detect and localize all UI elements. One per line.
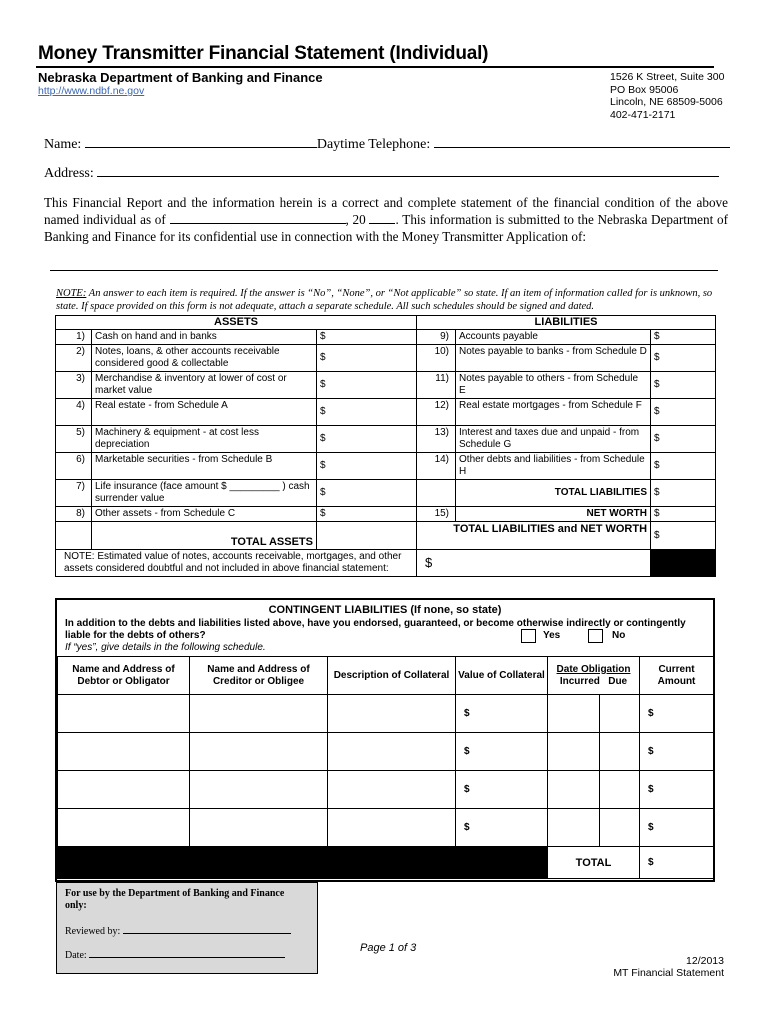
statement-text: . This information is submitted to the Nebraska Department of Banking and Finance for its confidential use in connection with the Money Transmitter Application of: xyxy=(44,212,729,244)
blocked-cell xyxy=(58,847,456,879)
blank-number-cell xyxy=(56,522,92,550)
debtor-cell[interactable] xyxy=(58,695,190,733)
office-date-label: Date: xyxy=(65,950,87,961)
contingent-title: CONTINGENT LIABILITIES (If none, so state) xyxy=(268,604,502,616)
total-amount-field[interactable]: $ xyxy=(640,847,714,879)
contingent-liabilities-section xyxy=(55,598,715,882)
liability-amount-field[interactable]: $ xyxy=(651,453,716,480)
asset-amount-field[interactable]: $ xyxy=(317,480,417,507)
department-url-link[interactable]: http://www.ndbf.ne.gov xyxy=(38,85,145,97)
asset-label: Life insurance (face amount $ _________ ) cash surrender value xyxy=(92,480,317,507)
blocked-cell xyxy=(651,550,716,577)
net-worth-label: NET WORTH xyxy=(456,507,651,522)
debtor-cell[interactable] xyxy=(58,771,190,809)
assets-liabilities-table xyxy=(55,315,716,577)
row-number: 8) xyxy=(56,507,92,522)
asset-label: Real estate - from Schedule A xyxy=(92,399,317,426)
liability-label: Interest and taxes due and unpaid - from Schedule G xyxy=(456,426,651,453)
asset-amount-field[interactable]: $ xyxy=(317,507,417,522)
value-column-header: Value of Collateral xyxy=(456,657,548,695)
current-amount-cell[interactable]: $ xyxy=(640,733,714,771)
liability-amount-field[interactable]: $ xyxy=(651,372,716,399)
asset-label: Notes, loans, & other accounts receivable considered good & collectable xyxy=(92,345,317,372)
date-obligation-label: Date Obligation xyxy=(556,663,631,675)
incurred-cell[interactable] xyxy=(548,809,600,847)
collateral-cell[interactable] xyxy=(328,771,456,809)
creditor-cell[interactable] xyxy=(190,695,328,733)
row-number: 1) xyxy=(56,330,92,345)
asset-amount-field[interactable]: $ xyxy=(317,453,417,480)
asset-amount-field[interactable]: $ xyxy=(317,426,417,453)
row-number: 9) xyxy=(417,330,456,345)
name-field[interactable] xyxy=(85,135,317,148)
estimated-doubtful-note: NOTE: Estimated value of notes, accounts receivable, mortgages, and other assets considered doubtful and not included in above financial statement: xyxy=(56,550,417,577)
creditor-cell[interactable] xyxy=(190,809,328,847)
row-number: 4) xyxy=(56,399,92,426)
liability-label: Real estate mortgages - from Schedule F xyxy=(456,399,651,426)
applicant-line[interactable] xyxy=(50,270,718,271)
row-number: 7) xyxy=(56,480,92,507)
reviewed-field[interactable] xyxy=(123,924,291,934)
due-cell[interactable] xyxy=(600,771,640,809)
office-use-box xyxy=(56,882,318,974)
asset-amount-field[interactable]: $ xyxy=(317,372,417,399)
address-line: 1526 K Street, Suite 300 xyxy=(610,71,725,83)
asset-amount-field[interactable]: $ xyxy=(317,399,417,426)
liability-amount-field[interactable]: $ xyxy=(651,426,716,453)
name-label: Name: xyxy=(44,137,82,152)
liability-label: Other debts and liabilities - from Schedule H xyxy=(456,453,651,480)
reviewed-row xyxy=(65,924,291,937)
collateral-cell[interactable] xyxy=(328,733,456,771)
yes-label: Yes xyxy=(543,630,561,641)
title-divider xyxy=(36,66,714,68)
total-assets-field[interactable] xyxy=(317,522,417,550)
current-amount-cell[interactable]: $ xyxy=(640,809,714,847)
as-of-date-field[interactable] xyxy=(170,211,346,224)
creditor-cell[interactable] xyxy=(190,733,328,771)
liabilities-header: LIABILITIES xyxy=(417,316,716,330)
asset-label: Machinery & equipment - at cost less depreciation xyxy=(92,426,317,453)
blank-number-cell xyxy=(417,480,456,507)
blocked-cell xyxy=(456,847,548,879)
date-subheaders xyxy=(548,676,639,688)
dollar-sign: $ xyxy=(425,555,433,570)
due-cell[interactable] xyxy=(600,809,640,847)
phone-field[interactable] xyxy=(434,135,730,148)
liability-amount-field[interactable]: $ xyxy=(651,345,716,372)
row-number: 2) xyxy=(56,345,92,372)
department-name: Nebraska Department of Banking and Finance xyxy=(38,70,323,85)
year-field[interactable] xyxy=(369,211,395,224)
liability-label: Notes payable to others - from Schedule E xyxy=(456,372,651,399)
due-label: Due xyxy=(608,675,628,687)
current-amount-cell[interactable]: $ xyxy=(640,695,714,733)
current-amount-cell[interactable]: $ xyxy=(640,771,714,809)
incurred-cell[interactable] xyxy=(548,695,600,733)
date-obligation-header xyxy=(548,657,640,695)
row-number: 15) xyxy=(417,507,456,522)
statement-text: This Financial Report and the information herein is a correct and complete statement of the financial condition of the above named individual as of xyxy=(44,195,728,227)
creditor-cell[interactable] xyxy=(190,771,328,809)
row-number: 12) xyxy=(417,399,456,426)
value-cell[interactable]: $ xyxy=(456,771,548,809)
incurred-cell[interactable] xyxy=(548,733,600,771)
current-amount-column-header: Current Amount xyxy=(640,657,714,695)
total-label: TOTAL xyxy=(548,847,640,879)
address-row xyxy=(44,164,719,182)
collateral-cell[interactable] xyxy=(328,809,456,847)
value-cell[interactable]: $ xyxy=(456,809,548,847)
contingent-question: In addition to the debts and liabilities listed above, have you endorsed, guaranteed, or become otherwise indirectly or contingently liable for the debts of others? xyxy=(65,618,686,641)
asset-amount-field[interactable]: $ xyxy=(317,345,417,372)
liability-amount-field[interactable]: $ xyxy=(651,399,716,426)
statement-paragraph xyxy=(44,194,728,245)
collateral-cell[interactable] xyxy=(328,695,456,733)
due-cell[interactable] xyxy=(600,695,640,733)
assets-header: ASSETS xyxy=(56,316,417,330)
no-checkbox[interactable] xyxy=(588,629,603,643)
liability-amount-field[interactable]: $ xyxy=(651,330,716,345)
debtor-cell[interactable] xyxy=(58,809,190,847)
office-date-row xyxy=(65,948,285,961)
no-label: No xyxy=(612,630,626,641)
address-field[interactable] xyxy=(97,164,719,177)
doubtful-amount-field[interactable] xyxy=(417,550,651,577)
note-label: NOTE: xyxy=(56,288,87,299)
address-line: 402-471-2171 xyxy=(610,108,676,121)
incurred-label: Incurred xyxy=(559,675,600,687)
debtor-column-header: Name and Address of Debtor or Obligator xyxy=(58,657,190,695)
asset-label: Other assets - from Schedule C xyxy=(92,507,317,522)
revision-date: 12/2013 xyxy=(686,955,724,967)
liability-label: Notes payable to banks - from Schedule D xyxy=(456,345,651,372)
address-label: Address: xyxy=(44,166,94,181)
due-cell[interactable] xyxy=(600,733,640,771)
form-name: MT Financial Statement xyxy=(613,967,724,979)
value-cell[interactable]: $ xyxy=(456,733,548,771)
total-liabilities-field[interactable]: $ xyxy=(651,480,716,507)
creditor-column-header: Name and Address of Creditor or Obligee xyxy=(190,657,328,695)
total-liabilities-label: TOTAL LIABILITIES xyxy=(456,480,651,507)
liability-label: Accounts payable xyxy=(456,330,651,345)
asset-label: Merchandise & inventory at lower of cost or market value xyxy=(92,372,317,399)
net-worth-field[interactable]: $ xyxy=(651,507,716,522)
contingent-instructions: If “yes”, give details in the following schedule. xyxy=(65,642,266,653)
department-address xyxy=(610,71,724,121)
row-number: 6) xyxy=(56,453,92,480)
asset-label: Cash on hand and in banks xyxy=(92,330,317,345)
row-number: 14) xyxy=(417,453,456,480)
name-row xyxy=(44,135,730,153)
debtor-cell[interactable] xyxy=(58,733,190,771)
address-line: PO Box 95006 xyxy=(610,83,679,96)
phone-label: Daytime Telephone: xyxy=(316,137,431,152)
asset-amount-field[interactable]: $ xyxy=(317,330,417,345)
incurred-cell[interactable] xyxy=(548,771,600,809)
statement-text: , 20 xyxy=(345,212,366,227)
total-liabilities-net-worth-label: TOTAL LIABILITIES and NET WORTH xyxy=(417,522,651,550)
form-revision xyxy=(613,955,724,979)
address-line: Lincoln, NE 68509-5006 xyxy=(610,96,723,108)
value-cell[interactable]: $ xyxy=(456,695,548,733)
row-number: 11) xyxy=(417,372,456,399)
row-number: 3) xyxy=(56,372,92,399)
collateral-column-header: Description of Collateral xyxy=(328,657,456,695)
total-liabilities-net-worth-field[interactable]: $ xyxy=(651,522,716,550)
row-number: 13) xyxy=(417,426,456,453)
row-number: 10) xyxy=(417,345,456,372)
note-text: An answer to each item is required. If the answer is “No”, “None”, or “Not applicable” so state. If an item of information called for is unknown, so state. If space provided on this form is not adequate, attach a separate schedule. All such schedules should be signed and dated. xyxy=(56,288,713,312)
reviewed-label: Reviewed by: xyxy=(65,926,121,937)
page-number: Page 1 of 3 xyxy=(360,942,417,954)
form-title: Money Transmitter Financial Statement (Individual) xyxy=(38,43,489,64)
row-number: 5) xyxy=(56,426,92,453)
instructions-note xyxy=(56,287,720,313)
office-use-heading: For use by the Department of Banking and Finance only: xyxy=(65,888,285,911)
office-date-field[interactable] xyxy=(89,948,285,958)
total-assets-label: TOTAL ASSETS xyxy=(92,522,317,550)
yes-checkbox[interactable] xyxy=(521,629,536,643)
asset-label: Marketable securities - from Schedule B xyxy=(92,453,317,480)
contingent-schedule-table xyxy=(57,656,714,879)
